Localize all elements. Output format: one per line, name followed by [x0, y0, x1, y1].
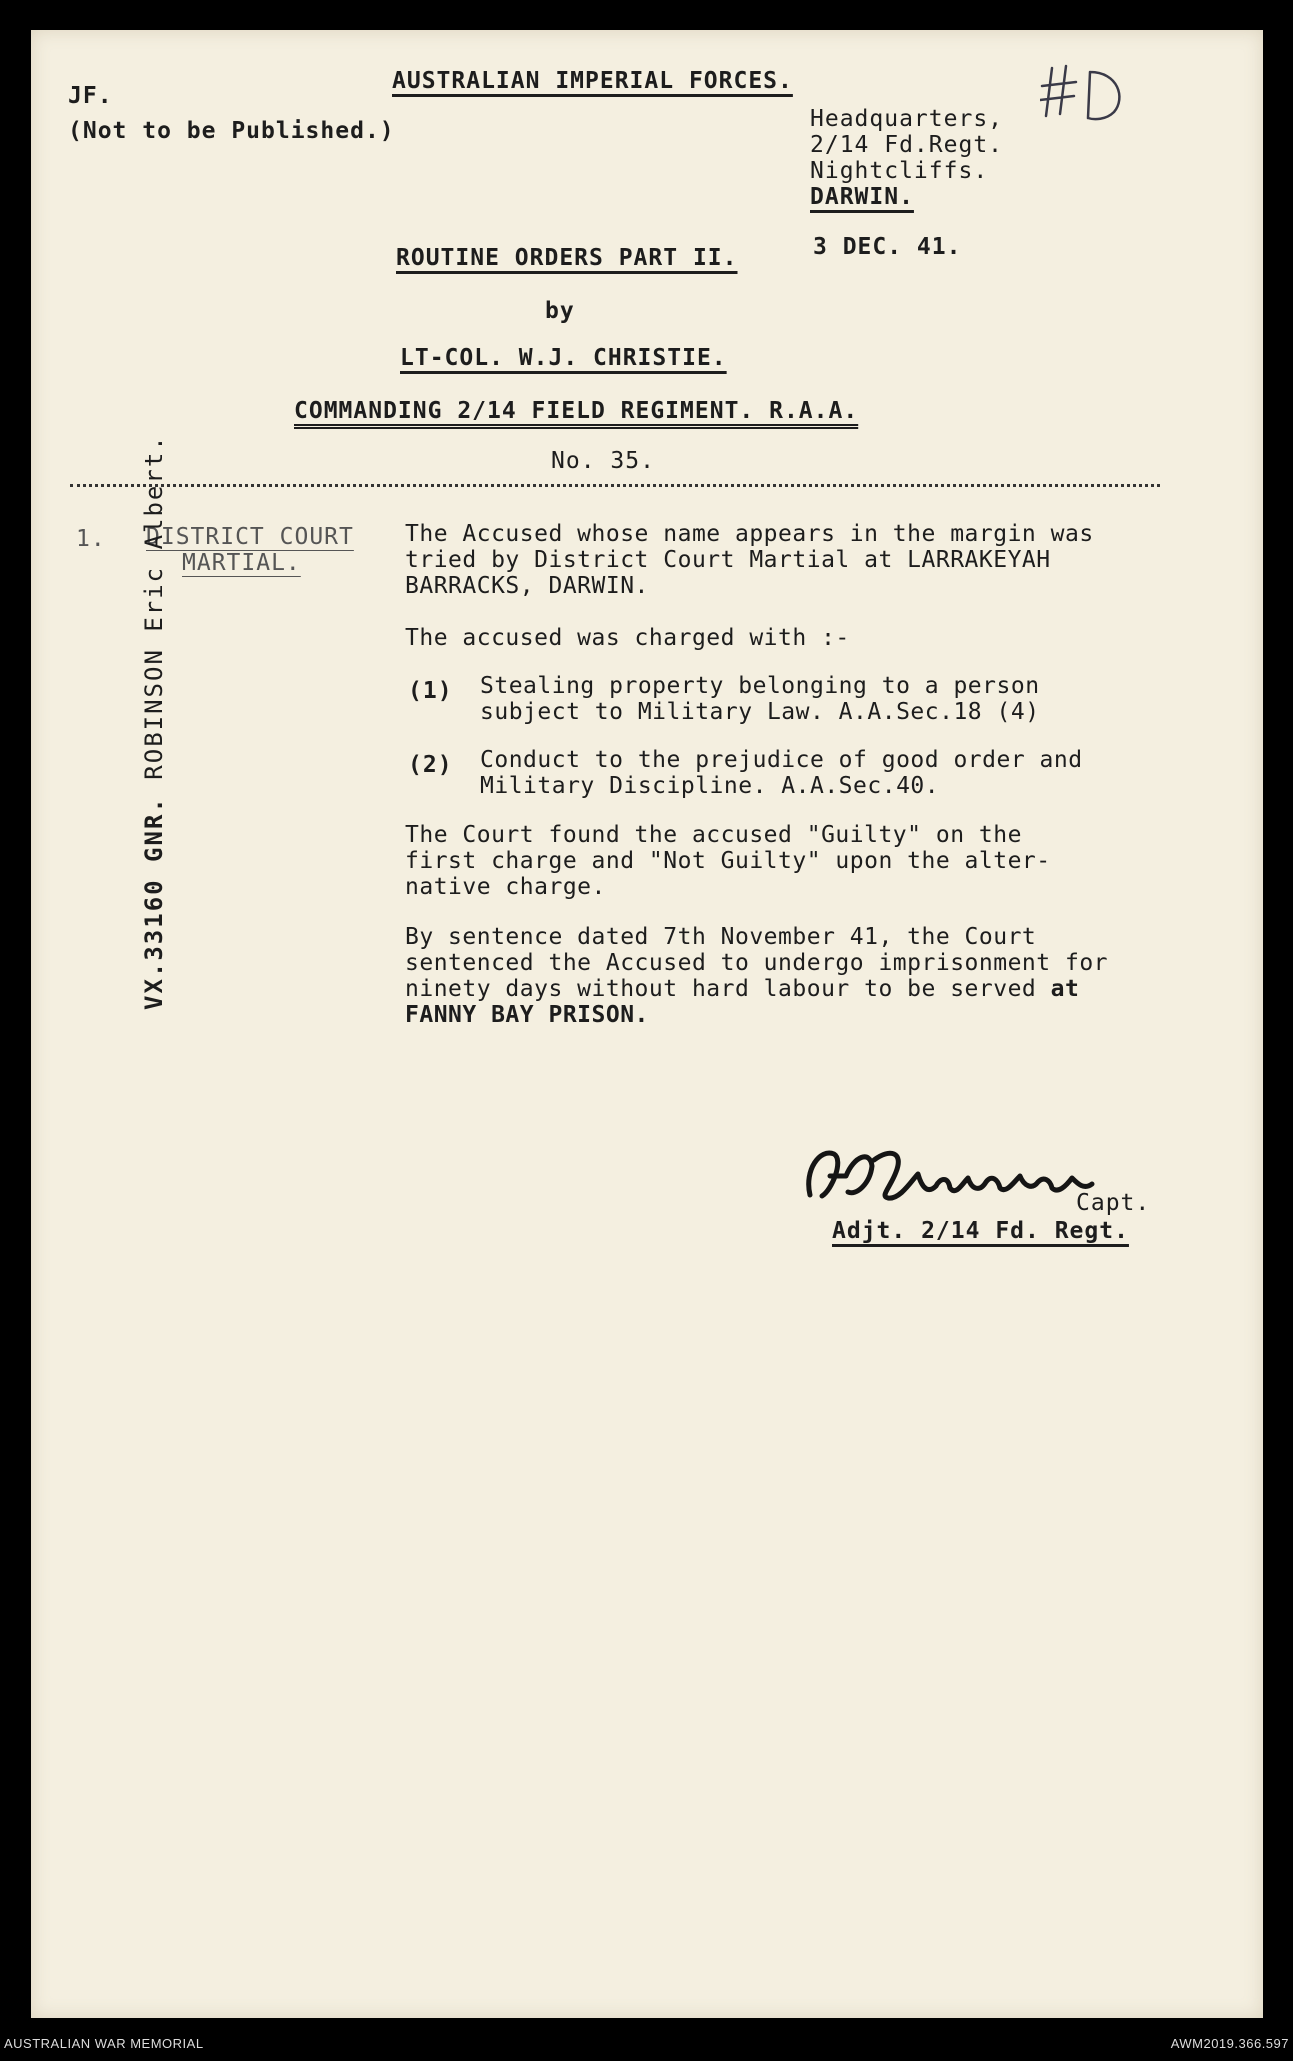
footer-accession-number: AWM2019.366.597 — [1170, 2036, 1289, 2051]
charge-1-text: Stealing property belonging to a person subject to Military Law. A.A.Sec.18 (4) — [480, 673, 1040, 725]
paragraph-finding: The Court found the accused "Guilty" on the first charge and "Not Guilty" upon the alter- native charge. — [405, 822, 1051, 900]
item-heading-line-1: DISTRICT COURT — [146, 524, 354, 550]
address-line-3: Nightcliffs. — [810, 158, 989, 184]
handwritten-file-mark — [1040, 58, 1130, 128]
orders-number: No. 35. — [551, 448, 655, 474]
charge-2-text: Conduct to the prejudice of good order and Military Discipline. A.A.Sec.40. — [480, 747, 1083, 799]
sentence-text: By sentence dated 7th November 41, the Court sentenced the Accused to undergo imprisonment for ninety days without hard labour to be served — [405, 924, 1109, 1002]
charge-2-number: (2) — [408, 752, 453, 778]
address-line-1: Headquarters, — [810, 106, 1004, 132]
orders-by: by — [545, 298, 575, 324]
accused-number: VX.33160 GNR. — [140, 796, 168, 1010]
orders-title: ROUTINE ORDERS PART II. — [396, 245, 738, 271]
paragraph-trial: The Accused whose name appears in the margin was tried by District Court Martial at LARRAKEYAH BARRACKS, DARWIN. — [405, 521, 1094, 599]
commanding-officer: LT-COL. W.J. CHRISTIE. — [400, 345, 727, 371]
prison-name: at FANNY BAY PRISON. — [405, 976, 1080, 1028]
charge-1-number: (1) — [408, 678, 453, 704]
order-date: 3 DEC. 41. — [813, 234, 962, 260]
item-number: 1. — [76, 526, 106, 552]
footer-institution: AUSTRALIAN WAR MEMORIAL — [4, 2036, 204, 2051]
signatory-appointment: Adjt. 2/14 Fd. Regt. — [832, 1218, 1129, 1244]
paragraph-sentence — [405, 924, 1145, 1028]
signatory-rank: Capt. — [1076, 1190, 1151, 1216]
accused-margin-note — [140, 434, 168, 1010]
item-heading-line-2: MARTIAL. — [182, 550, 301, 576]
section-divider — [70, 484, 1160, 487]
address-line-4: DARWIN. — [810, 184, 914, 210]
accused-name: ROBINSON Eric Albert. — [140, 434, 168, 780]
distribution-note: (Not to be Published.) — [68, 118, 395, 144]
unit-line: COMMANDING 2/14 FIELD REGIMENT. R.A.A. — [294, 398, 859, 424]
reference-code: JF. — [68, 83, 113, 109]
paragraph-charged: The accused was charged with :- — [405, 625, 850, 651]
force-heading: AUSTRALIAN IMPERIAL FORCES. — [392, 68, 793, 94]
address-line-2: 2/14 Fd.Regt. — [810, 132, 1004, 158]
